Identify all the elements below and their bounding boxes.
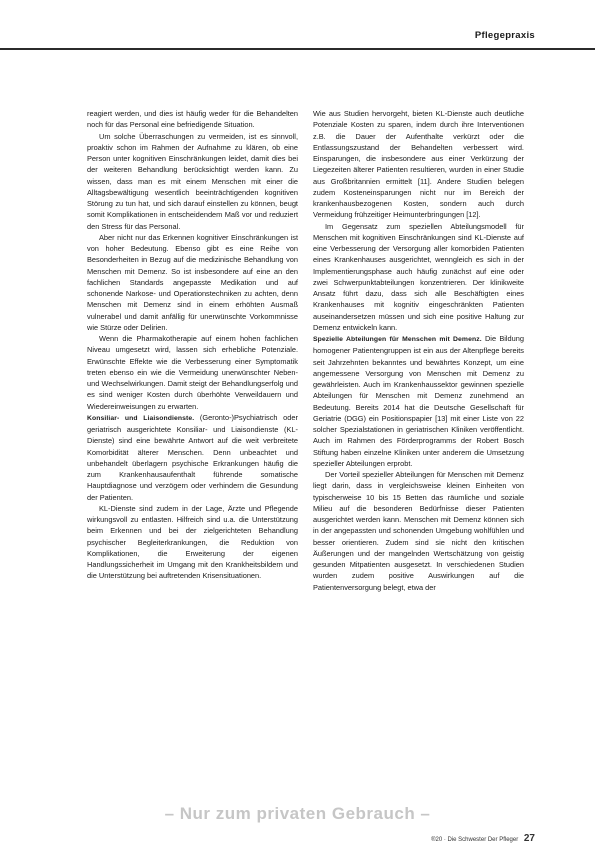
journal-name: ®20 · Die Schwester Der Pfleger <box>431 837 519 843</box>
paragraph-with-heading <box>87 412 298 503</box>
header-rule <box>0 48 595 50</box>
section-label: Pflegepraxis <box>474 30 535 41</box>
paragraph <box>313 469 524 593</box>
page-number: 27 <box>523 833 535 844</box>
paragraph <box>87 333 298 412</box>
paragraph-text: Die Bildung homogener Patientengruppen ist ein aus der Altenpflege bereits seit Jahrzehnten bekanntes und bewährtes Konzept, um eine angemessene Versorgung von Menschen mit Demenz zu gewährleisten. Auch im Krankenhaussektor gewinnen spezielle Abteilungen für Menschen mit Demenz zunehmend an Bedeutung. Bereits 2014 hat die Deutsche Gesellschaft für Geriatrie (DGG) ein Positionspapier [13] mit einer Liste von 22 solcher Spezialstationen in geriatrischen Kliniken veröffentlicht. Auch im Rahmen des Förderprogramms der Robert Bosch Stiftung haben einzelne Kliniken unter anderem die Umsetzung spezieller Abteilungen erprobt. <box>313 334 524 468</box>
paragraph <box>313 108 524 221</box>
paragraph <box>87 503 298 582</box>
inline-heading: Spezielle Abteilungen für Menschen mit Demenz. <box>313 336 482 343</box>
paragraph-with-heading <box>313 333 524 469</box>
paragraph-text: Aber nicht nur das Erkennen kognitiver Einschränkungen ist von hoher Bedeutung. Ebenso gibt es eine Reihe von Besonderheiten in Bezug auf die medizinische Behandlung von Menschen mit Demenz. So ist insbesondere auf eine an den fachlichen Standards angepasste Medikation und auf schonende Narkose- und Operationstechniken zu achten, denn Menschen mit Demenz sind in einem erhöhten Ausmaß vulnerabel und damit anfällig für unerwünschte Vorkommnisse wie Stürze oder Delirien. <box>87 232 298 332</box>
paragraph <box>87 232 298 333</box>
paragraph-text: reagiert werden, und dies ist häufig weder für die Behandelten noch für das Personal eine befriedigende Situation. <box>87 109 298 130</box>
paragraph-text: Um solche Überraschungen zu vermeiden, ist es sinnvoll, proaktiv schon im Rahmen der Aufnahme zu klären, ob eine Person unter kognitiven Einschränkungen leidet, damit dies bei der weiteren Behandlung berücksichtigt werden kann. Zu wissen, dass man es mit einem Menschen mit einer die Alltagsbewältigung wesentlich beeinträchtigenden kognitiven Störung zu tun hat, und sich darauf einstellen zu können, beugt somit Komplikationen in entscheidendem Maß vor und reduziert den Stress für das Personal. <box>87 131 298 231</box>
inline-heading: Konsiliar- und Liaisondienste. <box>87 414 195 422</box>
paragraph-text: Im Gegensatz zum speziellen Abteilungsmodell für Menschen mit kognitiven Einschränkungen sind KL-Dienste auf eine Verbesserung der Versorgung aller komorbiden Patienten eines Krankenhauses ausgerichtet, wenngleich es sich in der Implementierungsphase auch häufig zunächst auf eine oder zwei Schwerpunktabteilungen konzentrieren. Der klinikweite Ansatz führt dazu, dass sich alle Beschäftigten eines Krankenhauses mit kognitiv eingeschränkten Patienten auseinandersetzen müssen und sich eine positive Haltung zur Demenz entwickeln kann. <box>313 221 524 332</box>
left-column <box>87 108 298 582</box>
paragraph-text: (Geronto-)Psychiatrisch oder geriatrisch ausgerichtete Konsiliar- und Liaisondienste (KL-Dienste) sind eine bewährte Antwort auf die weit verbreitete Komorbidität älterer Menschen. Denn unbeachtet und unbehandelt überlagern psychische Erkrankungen häufig die zum Krankenhausaufenthalt führende somatische Hauptdiagnose und verzögern oder verhindern die Gesundung der Patienten. <box>87 412 298 502</box>
paragraph-text: Der Vorteil spezieller Abteilungen für Menschen mit Demenz liegt darin, dass in vergleichsweise kleinen Einheiten von typischerweise 10 bis 15 Betten das räumliche und soziale Milieu auf die besonderen Bedürfnisse dieser Patienten ausgerichtet werden kann. Menschen mit Demenz können sich in der angepassten und schonenden Umgebung wohlfühlen und besser orientieren. Zudem sind sie nicht den kritischen Äußerungen und der mangelnden Wertschätzung von geistig gesunden Mitpatienten ausgesetzt. In verschiedenen Studien wurden zudem positive Auswirkungen auf die Patientenversorgung belegt, etwa der <box>313 470 524 592</box>
paragraph-text: KL-Dienste sind zudem in der Lage, Ärzte und Pflegende wirkungsvoll zu entlasten. Hilfreich sind u.a. die Unterstützung beim Erkennen und bei der zielgerichteten Behandlung psychischer Begleiterkrankungen, die Reduktion von Komplikationen, die Erweiterung der eigenen Handlungssicherheit im Umgang mit den Krankheitsbildern und die Unterstützung bei auftretenden Krisensituationen. <box>87 503 298 581</box>
watermark: – Nur zum privaten Gebrauch – <box>164 804 431 823</box>
paragraph <box>87 131 298 232</box>
paragraph <box>313 221 524 334</box>
paragraph-text: Wie aus Studien hervorgeht, bieten KL-Dienste auch deutliche Potenziale Kosten zu sparen, indem durch ihre Interventionen z.B. die Dauer der Aufenthalte verkürzt oder die Entlassungszustand der Behandelten verbessert wird. Einsparungen, die insbesondere aus einer Verkürzung der Liegezeiten älterer Patienten resultieren, wurden in einer Studie aus Großbritannien ermittelt [11]. Andere Studien belegen zudem Kosteneinsparungen nicht nur im Bereich der krankenhausbezogenen Kosten, sondern auch durch Vermeidung frühzeitiger Heimunterbringungen [12]. <box>313 109 524 220</box>
page-footer <box>431 833 535 844</box>
right-column <box>313 108 524 593</box>
paragraph <box>87 108 298 131</box>
paragraph-text: Wenn die Pharmakotherapie auf einem hohen fachlichen Niveau umgesetzt wird, lassen sich erhebliche Potenziale. Erwünschte Effekte wie die Verbesserung einer Symptomatik treten ebenso ein wie die Vermeidung unerwünschter Neben- und Wechselwirkungen. Damit steigt der Behandlungserfolg und es sind weniger Kosten durch überhöhte Verweildauern und Wiedereinweisungen zu erwarten. <box>87 334 298 411</box>
